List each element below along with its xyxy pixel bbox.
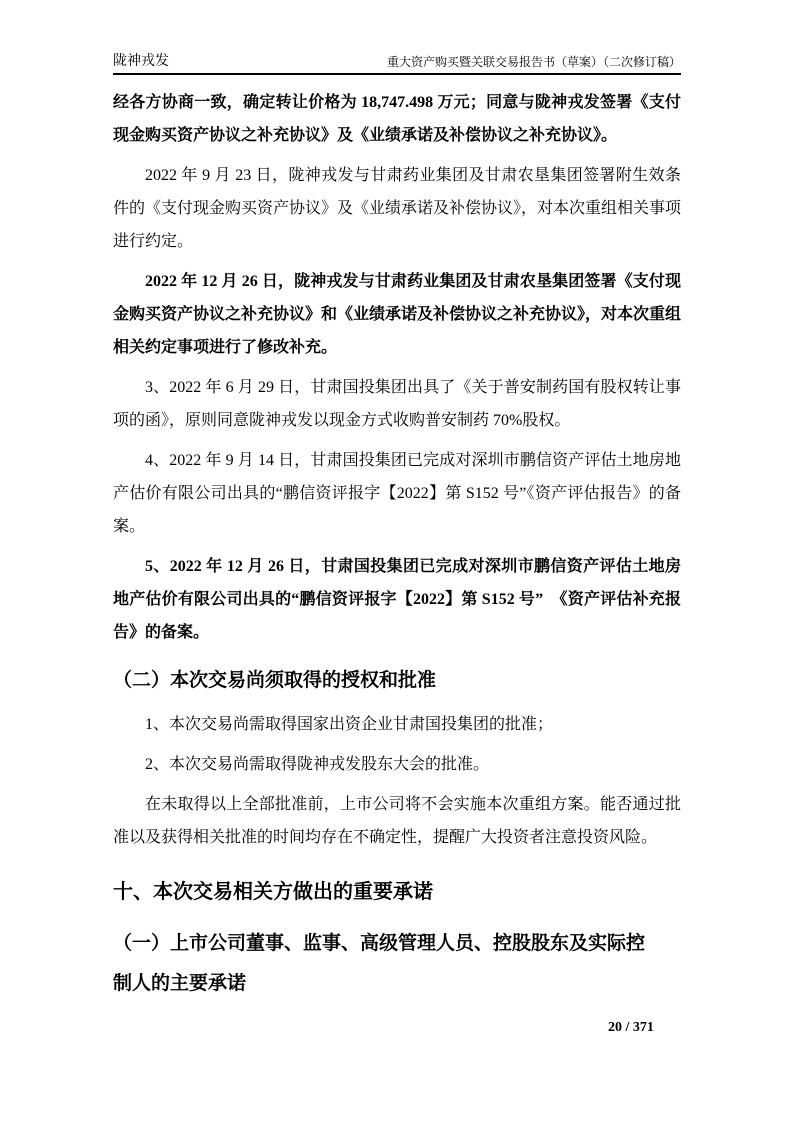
paragraph-2022-12-26-supplement: 2022 年 12 月 26 日，陇神戎发与甘肃药业集团及甘肃农垦集团签署《支付现金购买资产协议之补充协议》和《业绩承诺及补偿协议之补充协议》，对本次重组相关约定事项进行了修改补充。 xyxy=(113,273,682,356)
paragraph-price-agreement: 经各方协商一致，确定转让价格为 18,747.498 万元；同意与陇神戎发签署《支付现金购买资产协议之补充协议》及《业绩承诺及补偿协议之补充协议》。 xyxy=(113,94,681,144)
section-heading-authorizations-required: （二）本次交易尚须取得的授权和批准 xyxy=(113,670,437,691)
paragraph-approval-risk-note: 在未取得以上全部批准前，上市公司将不会实施本次重组方案。能否通过批准以及获得相关批准的时间均存在不确定性，提醒广大投资者注意投资风险。 xyxy=(113,796,681,846)
paragraph-item-4-appraisal-filing: 4、2022 年 9 月 14 日，甘肃国投集团已完成对深圳市鹏信资产评估土地房地产估价有限公司出具的“鹏信资评报字【2022】第 S152 号”《资产评估报告》的备案。 xyxy=(113,452,681,535)
page-number: 20 / 371 xyxy=(608,1020,654,1035)
section-heading-important-commitments: 十、本次交易相关方做出的重要承诺 xyxy=(113,881,433,903)
paragraph-item-5-supplement-filing: 5、2022 年 12 月 26 日，甘肃国投集团已完成对深圳市鹏信资产评估土地房地产估价有限公司出具的“鹏信资评报字【2022】第 S152 号” 《资产评估补充报告》的备案。 xyxy=(113,558,681,641)
paragraph-approval-item-1: 1、本次交易尚需取得国家出资企业甘肃国投集团的批准； xyxy=(145,716,554,733)
page-footer xyxy=(0,1020,793,1050)
document-content xyxy=(113,86,681,1004)
page-header xyxy=(113,50,681,75)
header-document-title: 重大资产购买暨关联交易报告书（草案）（二次修订稿） xyxy=(386,55,681,69)
paragraph-item-3-letter: 3、2022 年 6 月 29 日，甘肃国投集团出具了《关于普安制药国有股权转让事项的函》，原则同意陇神戎发以现金方式收购普安制药 70%股权。 xyxy=(113,379,681,429)
header-company-name: 陇神戎发 xyxy=(113,54,169,69)
section-heading-main-commitments: （一）上市公司董事、监事、高级管理人员、控股股东及实际控制人的主要承诺 xyxy=(113,933,646,994)
paragraph-approval-item-2: 2、本次交易尚需取得陇神戎发股东大会的批准。 xyxy=(145,756,490,773)
paragraph-2022-09-23-signing: 2022 年 9 月 23 日，陇神戎发与甘肃药业集团及甘肃农垦集团签署附生效条件的《支付现金购买资产协议》及《业绩承诺及补偿协议》，对本次重组相关事项进行约定。 xyxy=(113,167,682,250)
